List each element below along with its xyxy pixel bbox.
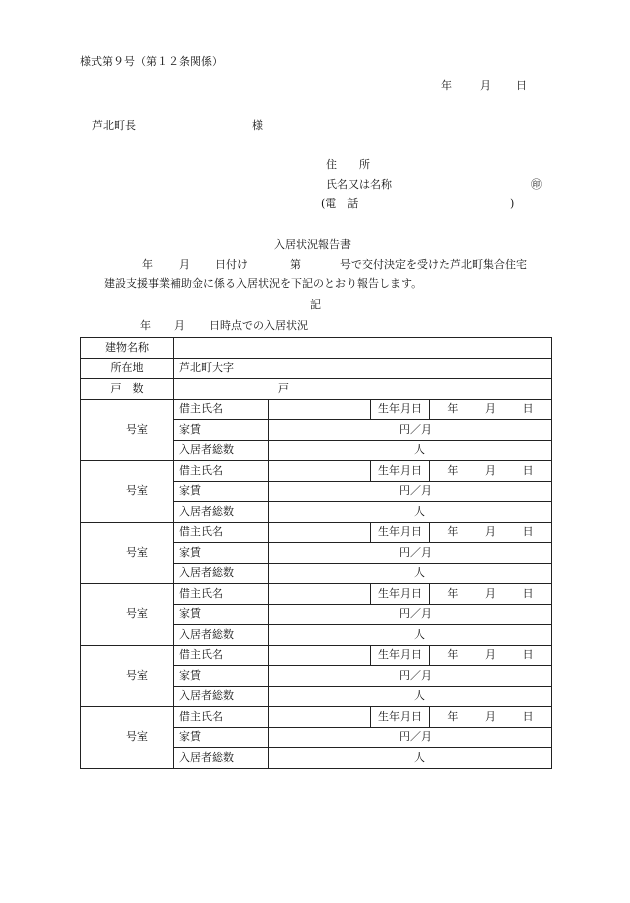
birth-date-field[interactable] — [430, 707, 552, 728]
rent-label: 家賃 — [174, 604, 269, 625]
rent-label: 家賃 — [174, 727, 269, 748]
room-number-label[interactable]: 号室 — [81, 645, 174, 707]
rent-field[interactable]: 円／月 — [269, 420, 552, 441]
address-label: 住 所 — [326, 158, 370, 171]
occupants-field[interactable]: 人 — [269, 563, 552, 584]
room-row — [81, 645, 552, 666]
birth-label: 生年月日 — [371, 707, 430, 728]
birth-label: 生年月日 — [371, 461, 430, 482]
birth-year: 年 — [447, 463, 459, 477]
birth-year: 年 — [447, 709, 459, 723]
room-row — [81, 461, 552, 482]
birth-month: 月 — [484, 402, 496, 416]
tenant-name-field[interactable] — [269, 645, 371, 666]
birth-label: 生年月日 — [371, 584, 430, 605]
birth-year: 年 — [447, 525, 459, 539]
body-month: 月 — [179, 258, 190, 271]
date-day: 日 — [516, 79, 527, 92]
tenant-name-field[interactable] — [269, 461, 371, 482]
building-name-field[interactable] — [174, 338, 552, 359]
occupants-field[interactable]: 人 — [269, 502, 552, 523]
birth-date-field[interactable] — [430, 461, 552, 482]
birth-year: 年 — [447, 402, 459, 416]
birth-date-field[interactable] — [430, 584, 552, 605]
birth-year: 年 — [447, 586, 459, 600]
room-number-label[interactable]: 号室 — [81, 707, 174, 769]
rent-field[interactable]: 円／月 — [269, 727, 552, 748]
birth-year: 年 — [447, 648, 459, 662]
phone-close: ) — [510, 197, 515, 210]
birth-date-field[interactable] — [430, 645, 552, 666]
occupants-label: 入居者総数 — [174, 502, 269, 523]
occupants-label: 入居者総数 — [174, 563, 269, 584]
tenant-name-field[interactable] — [269, 399, 371, 420]
occupancy-table — [80, 337, 552, 769]
birth-day: 日 — [522, 648, 534, 662]
tenant-name-field[interactable] — [269, 707, 371, 728]
honorific: 様 — [252, 119, 263, 132]
room-number-label[interactable]: 号室 — [81, 461, 174, 523]
occupants-field[interactable]: 人 — [269, 440, 552, 461]
location-label: 所在地 — [81, 358, 174, 379]
birth-month: 月 — [484, 648, 496, 662]
room-number-label[interactable]: 号室 — [81, 399, 174, 461]
room-row — [81, 707, 552, 728]
status-date-rest: 日時点での入居状況 — [209, 319, 308, 332]
occupants-label: 入居者総数 — [174, 440, 269, 461]
status-year: 年 — [140, 319, 151, 332]
body-day-dated: 日付け — [215, 258, 248, 271]
units-field[interactable]: 戸 — [174, 379, 552, 400]
occupants-label: 入居者総数 — [174, 625, 269, 646]
building-name-label: 建物名称 — [81, 338, 174, 359]
form-number: 様式第９号（第１２条関係） — [80, 55, 223, 68]
rent-label: 家賃 — [174, 666, 269, 687]
birth-date-field[interactable] — [430, 399, 552, 420]
birth-month: 月 — [484, 586, 496, 600]
room-number-label[interactable]: 号室 — [81, 522, 174, 584]
addressee: 芦北町長 — [92, 119, 136, 132]
birth-month: 月 — [484, 709, 496, 723]
room-row — [81, 522, 552, 543]
birth-month: 月 — [484, 525, 496, 539]
room-row — [81, 584, 552, 605]
seal-icon: ㊞ — [531, 178, 542, 191]
tenant-label: 借主氏名 — [174, 399, 269, 420]
birth-label: 生年月日 — [371, 399, 430, 420]
tenant-label: 借主氏名 — [174, 522, 269, 543]
body-line1-rest: 号で交付決定を受けた芦北町集合住宅 — [340, 258, 527, 271]
tenant-label: 借主氏名 — [174, 707, 269, 728]
name-label: 氏名又は名称 — [326, 178, 392, 191]
birth-day: 日 — [522, 402, 534, 416]
units-row — [81, 379, 552, 400]
document-title: 入居状況報告書 — [274, 238, 351, 251]
rent-field[interactable]: 円／月 — [269, 604, 552, 625]
date-year: 年 — [441, 79, 452, 92]
tenant-label: 借主氏名 — [174, 461, 269, 482]
room-number-label[interactable]: 号室 — [81, 584, 174, 646]
room-row — [81, 399, 552, 420]
location-field[interactable]: 芦北町大字 — [174, 358, 552, 379]
tenant-label: 借主氏名 — [174, 645, 269, 666]
occupants-field[interactable]: 人 — [269, 625, 552, 646]
tenant-label: 借主氏名 — [174, 584, 269, 605]
body-line2: 建設支援事業補助金に係る入居状況を下記のとおり報告します。 — [104, 277, 423, 290]
birth-label: 生年月日 — [371, 645, 430, 666]
tenant-name-field[interactable] — [269, 584, 371, 605]
building-name-row — [81, 338, 552, 359]
birth-day: 日 — [522, 586, 534, 600]
rent-field[interactable]: 円／月 — [269, 543, 552, 564]
ki-heading: 記 — [310, 298, 321, 311]
occupants-field[interactable]: 人 — [269, 686, 552, 707]
phone-label: (電 話 — [321, 197, 359, 210]
location-row — [81, 358, 552, 379]
body-year: 年 — [142, 258, 153, 271]
birth-month: 月 — [484, 463, 496, 477]
occupants-label: 入居者総数 — [174, 686, 269, 707]
birth-day: 日 — [522, 525, 534, 539]
birth-date-field[interactable] — [430, 522, 552, 543]
rent-field[interactable]: 円／月 — [269, 481, 552, 502]
occupants-field[interactable]: 人 — [269, 748, 552, 769]
rent-label: 家賃 — [174, 481, 269, 502]
tenant-name-field[interactable] — [269, 522, 371, 543]
birth-day: 日 — [522, 709, 534, 723]
birth-label: 生年月日 — [371, 522, 430, 543]
rent-label: 家賃 — [174, 543, 269, 564]
units-label: 戸 数 — [81, 379, 174, 400]
occupants-label: 入居者総数 — [174, 748, 269, 769]
rent-label: 家賃 — [174, 420, 269, 441]
body-number-prefix: 第 — [290, 258, 301, 271]
birth-day: 日 — [522, 463, 534, 477]
status-month: 月 — [174, 319, 185, 332]
date-month: 月 — [480, 79, 491, 92]
rent-field[interactable]: 円／月 — [269, 666, 552, 687]
